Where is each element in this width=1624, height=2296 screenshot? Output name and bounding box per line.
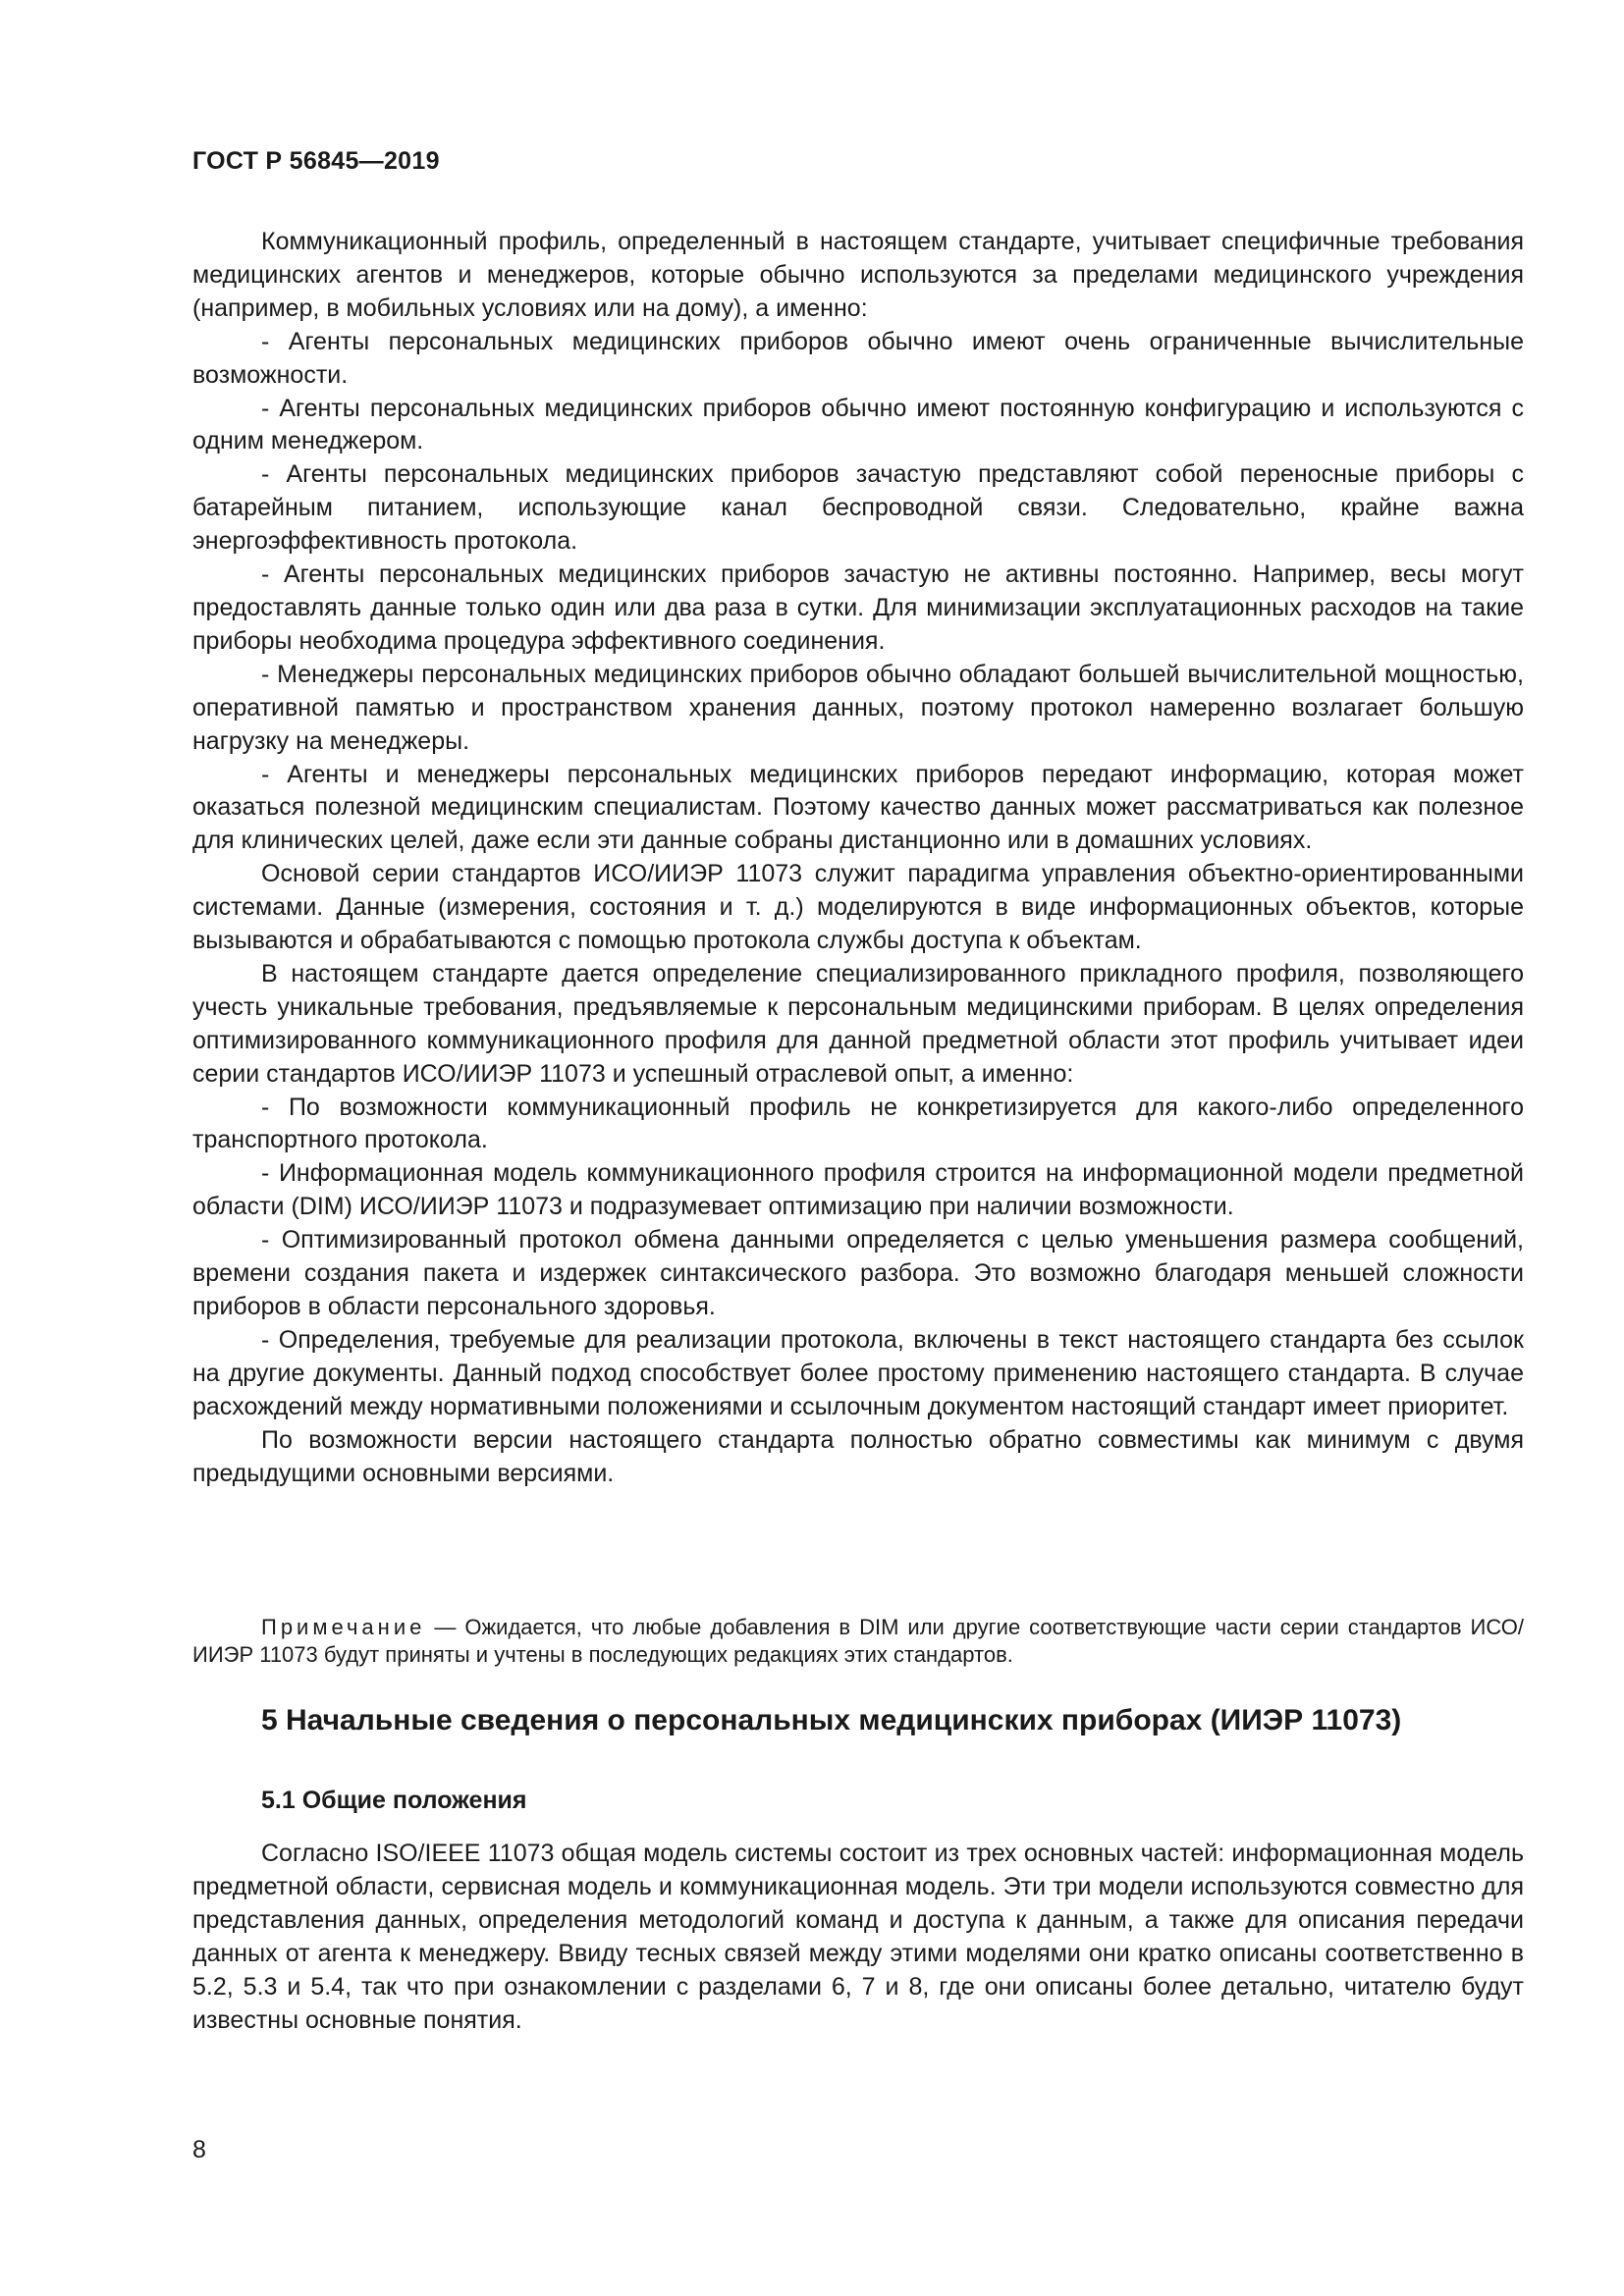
list-item: - Агенты персональных медицинских приборов зачастую не активны постоянно. Например, весы могут предоставлять данные только один или два раза в сутки. Для минимизации эксплуатационных расходов на такие приборы необходима процедура эффективного соединения.: [192, 561, 1524, 655]
list-item: - Агенты персональных медицинских приборов зачастую представляют собой переносные приборы с батарейным питанием, использующие канал беспроводной связи. Следовательно, крайне важна энергоэффективность протокола.: [192, 460, 1524, 556]
paragraph: По возможности версии настоящего стандарта полностью обратно совместимы как минимум с двумя предыдущими основными версиями.: [192, 1425, 1524, 1487]
page-number: 8: [192, 2136, 206, 2163]
document-header: ГОСТ Р 56845—2019: [192, 147, 440, 175]
paragraph: Согласно ISO/IEEE 11073 общая модель системы состоит из трех основных частей: информационная модель предметной области, сервисная модель и коммуникационная модель. Эти три модели используются совместно для представления данных, определения методологий команд и доступа к данным, а также для описания передачи данных от агента к менеджеру. Ввиду тесных связей между этими моделями они кратко описаны соответственно в 5.2, 5.3 и 5.4, так что при ознакомлении с разделами 6, 7 и 8, где они описаны более детально, читателю будут известны основные понятия.: [192, 1840, 1524, 2034]
list-item: - Определения, требуемые для реализации протокола, включены в текст настоящего стандарта без ссылок на другие документы. Данный подход способствует более простому применению настоящего стандарта. В случае расхождений между нормативными положениями и ссылочным документом настоящий стандарт имеет приоритет.: [192, 1325, 1524, 1420]
note-label: Примечание: [261, 1615, 426, 1639]
paragraph-intro: Коммуникационный профиль, определенный в настоящем стандарте, учитывает специфичные требования медицинских агентов и менеджеров, которые обычно используются за пределами медицинского учреждения (например, в мобильных условиях или на дому), а именно:: [192, 228, 1524, 322]
list-item: - Агенты персональных медицинских приборов обычно имеют очень ограниченные вычислительные возможности.: [192, 327, 1524, 389]
paragraph: В настоящем стандарте дается определение специализированного прикладного профиля, позволяющего учесть уникальные требования, предъявляемые к персональным медицинскими приборам. В целях определения оптимизированного коммуникационного профиля для данной предметной области этот профиль учитывает идеи серии стандартов ИСО/ИИЭР 11073 и успешный отраслевой опыт, а именно:: [192, 959, 1524, 1088]
note-text: — Ожидается, что любые добавления в DIM или другие соответствующие части серии стандартов ИСО/ИИЭР 11073 будут приняты и учтены в последующих редакциях этих стандартов.: [192, 1615, 1524, 1667]
list-item: - Оптимизированный протокол обмена данными определяется с целью уменьшения размера сообщений, времени создания пакета и издержек синтаксического разбора. Это возможно благодаря меньшей сложности приборов в области персонального здоровья.: [192, 1226, 1524, 1320]
subsection-title: 5.1 Общие положения: [261, 1787, 527, 1814]
section-body: [192, 1838, 1524, 2037]
list-item: - По возможности коммуникационный профиль не конкретизируется для какого-либо определенного транспортного протокола.: [192, 1093, 1524, 1154]
note: [192, 1614, 1524, 1669]
list-item: - Агенты персональных медицинских приборов обычно имеют постоянную конфигурацию и используются с одним менеджером.: [192, 394, 1524, 455]
body-text: [192, 226, 1524, 1490]
list-item: - Информационная модель коммуникационного профиля строится на информационной модели предметной области (DIM) ИСО/ИИЭР 11073 и подразумевает оптимизацию при наличии возможности.: [192, 1159, 1524, 1221]
list-item: - Агенты и менеджеры персональных медицинских приборов передают информацию, которая может оказаться полезной медицинским специалистам. Поэтому качество данных может рассматриваться как полезное для клинических целей, даже если эти данные собраны дистанционно или в домашних условиях.: [192, 760, 1524, 855]
list-item: - Менеджеры персональных медицинских приборов обычно обладают большей вычислительной мощностью, оперативной памятью и пространством хранения данных, поэтому протокол намеренно возлагает большую нагрузку на менеджеры.: [192, 660, 1524, 755]
paragraph: Основой серии стандартов ИСО/ИИЭР 11073 служит парадигма управления объектно-ориентированными системами. Данные (измерения, состояния и т. д.) моделируются в виде информационных объектов, которые вызываются и обрабатываются с помощью протокола службы доступа к объектам.: [192, 860, 1524, 955]
section-title: 5 Начальные сведения о персональных медицинских приборах (ИИЭР 11073): [261, 1704, 1402, 1736]
